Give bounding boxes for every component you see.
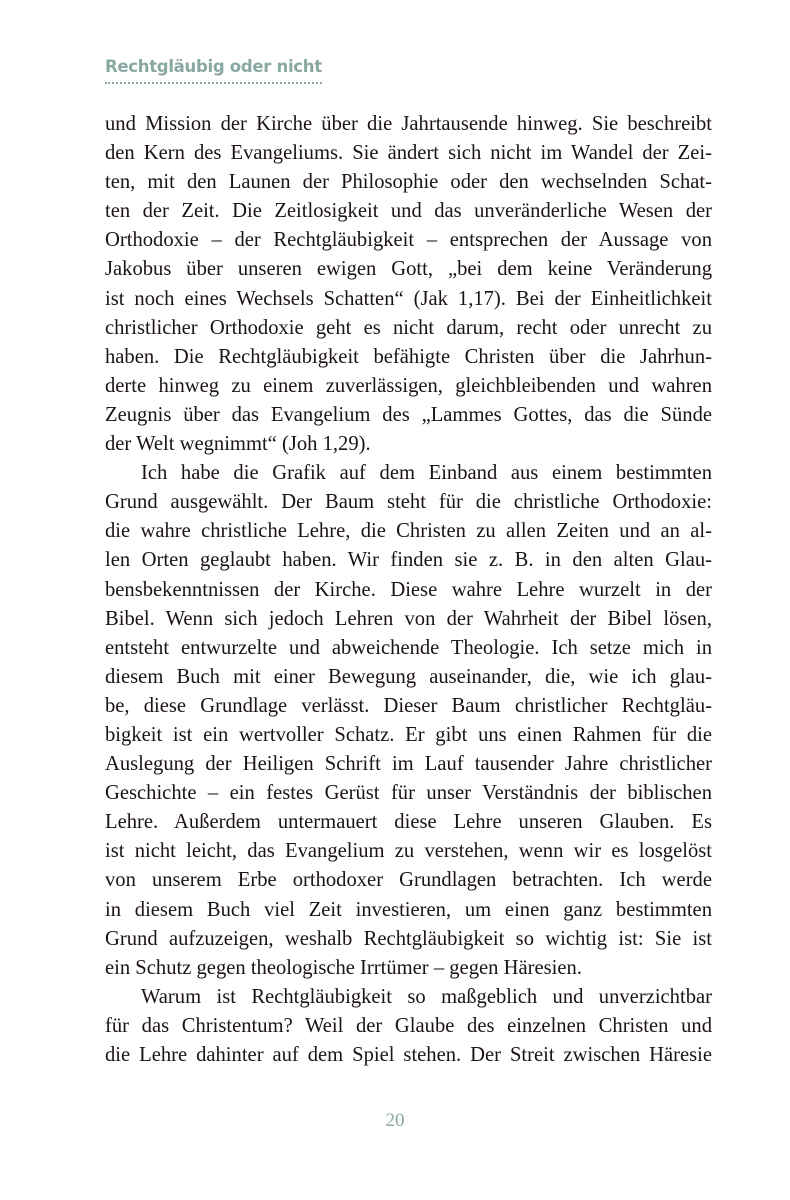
text-line: bensbekenntnissen der Kirche. Diese wahre Lehre wurzelt in der bbox=[105, 578, 712, 601]
text-line: Geschichte – ein festes Gerüst für unser Verständnis der biblischen bbox=[105, 782, 712, 805]
text-line: und Mission der Kirche über die Jahrtausende hinweg. Sie beschreibt bbox=[105, 113, 712, 135]
text-line: ist noch eines Wechsels Schatten“ (Jak 1,17). Bei der Einheitlichkeit bbox=[105, 287, 712, 310]
text-line: Grund ausgewählt. Der Baum steht für die christliche Orthodoxie: bbox=[105, 491, 712, 514]
text-line: Warum ist Rechtgläubigkeit so maßgeblich und unverzichtbar bbox=[141, 985, 712, 1008]
text-line: Grund aufzuzeigen, weshalb Rechtgläubigkeit so wichtig ist: Sie ist bbox=[105, 927, 712, 950]
text-line: be, diese Grundlage verlässt. Dieser Baum christlicher Rechtgläu- bbox=[105, 694, 712, 717]
text-line: von unserem Erbe orthodoxer Grundlagen betrachten. Ich werde bbox=[105, 869, 712, 892]
paragraph-3 bbox=[105, 983, 712, 1070]
text-line: haben. Die Rechtgläubigkeit befähigte Christen über die Jahrhun- bbox=[105, 345, 712, 368]
text-line: Auslegung der Heiligen Schrift im Lauf tausender Jahre christlicher bbox=[105, 753, 712, 776]
text-line: Bibel. Wenn sich jedoch Lehren von der Wahrheit der Bibel lösen, bbox=[105, 607, 712, 630]
text-line: den Kern des Evangeliums. Sie ändert sich nicht im Wandel der Zei- bbox=[105, 142, 712, 165]
text-line: Ich habe die Grafik auf dem Einband aus einem bestimmten bbox=[141, 462, 712, 485]
text-line: die wahre christliche Lehre, die Christen zu allen Zeiten und an al- bbox=[105, 520, 712, 543]
paragraph-2 bbox=[105, 459, 712, 983]
text-line: die Lehre dahinter auf dem Spiel stehen. Der Streit zwischen Häresie bbox=[105, 1044, 712, 1066]
text-line: ten der Zeit. Die Zeitlosigkeit und das unveränderliche Wesen der bbox=[105, 200, 712, 223]
text-line: Lehre. Außerdem untermauert diese Lehre unseren Glauben. Es bbox=[105, 811, 712, 834]
text-line: Orthodoxie – der Rechtgläubigkeit – entsprechen der Aussage von bbox=[105, 229, 712, 252]
text-line: diesem Buch mit einer Bewegung auseinander, die, wie ich glau- bbox=[105, 665, 712, 688]
text-line: für das Christentum? Weil der Glaube des einzelnen Christen und bbox=[105, 1014, 712, 1037]
running-head: Rechtgläubig oder nicht bbox=[105, 56, 322, 84]
text-line: ein Schutz gegen theologische Irrtümer – gegen Häresien. bbox=[105, 956, 582, 979]
text-line: bigkeit ist ein wertvoller Schatz. Er gibt uns einen Rahmen für die bbox=[105, 723, 712, 746]
text-line: derte hinweg zu einem zuverlässigen, gleichbleibenden und wahren bbox=[105, 374, 712, 397]
text-line: Zeugnis über das Evangelium des „Lammes Gottes, das die Sünde bbox=[105, 403, 712, 426]
text-line: Jakobus über unseren ewigen Gott, „bei dem keine Veränderung bbox=[105, 258, 712, 281]
text-line: len Orten geglaubt haben. Wir finden sie z. B. in den alten Glau- bbox=[105, 549, 712, 572]
text-line: der Welt wegnimmt“ (Joh 1,29). bbox=[105, 433, 371, 456]
body-text bbox=[105, 110, 712, 1070]
text-line: ten, mit den Launen der Philosophie oder den wechselnden Schat- bbox=[105, 171, 712, 194]
text-line: entsteht entwurzelte und abweichende Theologie. Ich setze mich in bbox=[105, 636, 712, 659]
text-line: christlicher Orthodoxie geht es nicht darum, recht oder unrecht zu bbox=[105, 316, 712, 339]
text-line: in diesem Buch viel Zeit investieren, um einen ganz bestimmten bbox=[105, 898, 712, 921]
text-line: ist nicht leicht, das Evangelium zu verstehen, wenn wir es losgelöst bbox=[105, 840, 712, 863]
page-number: 20 bbox=[385, 1110, 405, 1131]
paragraph-1 bbox=[105, 110, 712, 459]
